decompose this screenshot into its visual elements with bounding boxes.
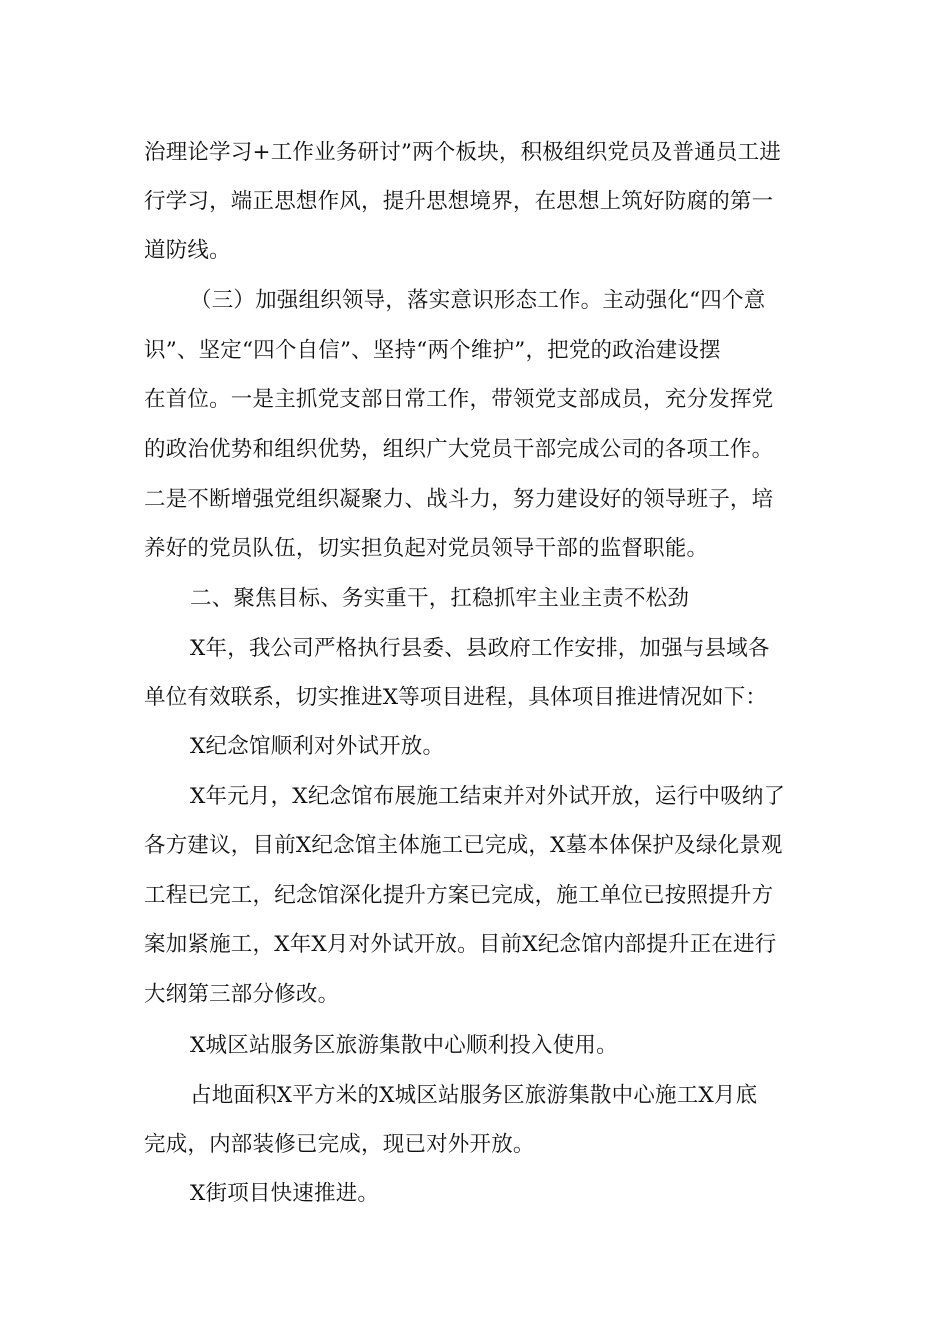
text-line: 大纲第三部分修改。 — [144, 982, 340, 1007]
text-line: 二是不断增强党组织凝聚力、战斗力，努力建设好的领导班子，培 — [144, 487, 774, 512]
text-line: 识”、坚定“四个自信”、坚持“两个维护”，把党的政治建设摆 — [144, 338, 721, 363]
text-line: 道防线。 — [144, 238, 231, 263]
section-heading: 二、聚焦目标、务实重干，扛稳抓牢主业主责不松劲 — [190, 586, 690, 611]
text-line: 工程已完工，纪念馆深化提升方案已完成，施工单位已按照提升方 — [144, 883, 774, 908]
text-line: 案加紧施工，X年X月对外试开放。目前X纪念馆内部提升正在进行 — [144, 932, 777, 957]
text-line: X年元月，X纪念馆布展施工结束并对外试开放，运行中吸纳了 — [190, 784, 786, 809]
subheading: X街项目快速推进。 — [190, 1181, 380, 1206]
section-heading: （三）加强组织领导，落实意识形态工作。主动强化“四个意 — [190, 288, 766, 313]
text-line: 完成，内部装修已完成，现已对外开放。 — [144, 1132, 535, 1157]
text-line: 各方建议，目前X纪念馆主体施工已完成，X墓本体保护及绿化景观 — [144, 833, 783, 858]
text-line: 单位有效联系，切实推进X等项目进程，具体项目推进情况如下： — [144, 685, 768, 710]
text-line: 的政治优势和组织优势，组织广大党员干部完成公司的各项工作。 — [144, 437, 774, 462]
text-line: 占地面积X平方米的X城区站服务区旅游集散中心施工X月底 — [190, 1083, 758, 1108]
text-line: 治理论学习+工作业务研讨”两个板块，积极组织党员及普通员工进 — [144, 140, 782, 165]
subheading: X纪念馆顺利对外试开放。 — [190, 734, 445, 759]
text-line: X年，我公司严格执行县委、县政府工作安排，加强与县域各 — [190, 636, 770, 661]
text-line: 在首位。一是主抓党支部日常工作，带领党支部成员，充分发挥党 — [144, 387, 774, 412]
text-line: 行学习，端正思想作风，提升思想境界，在思想上筑好防腐的第一 — [144, 189, 774, 214]
text-line: 养好的党员队伍，切实担负起对党员领导干部的监督职能。 — [144, 536, 709, 561]
subheading: X城区站服务区旅游集散中心顺利投入使用。 — [190, 1033, 618, 1058]
